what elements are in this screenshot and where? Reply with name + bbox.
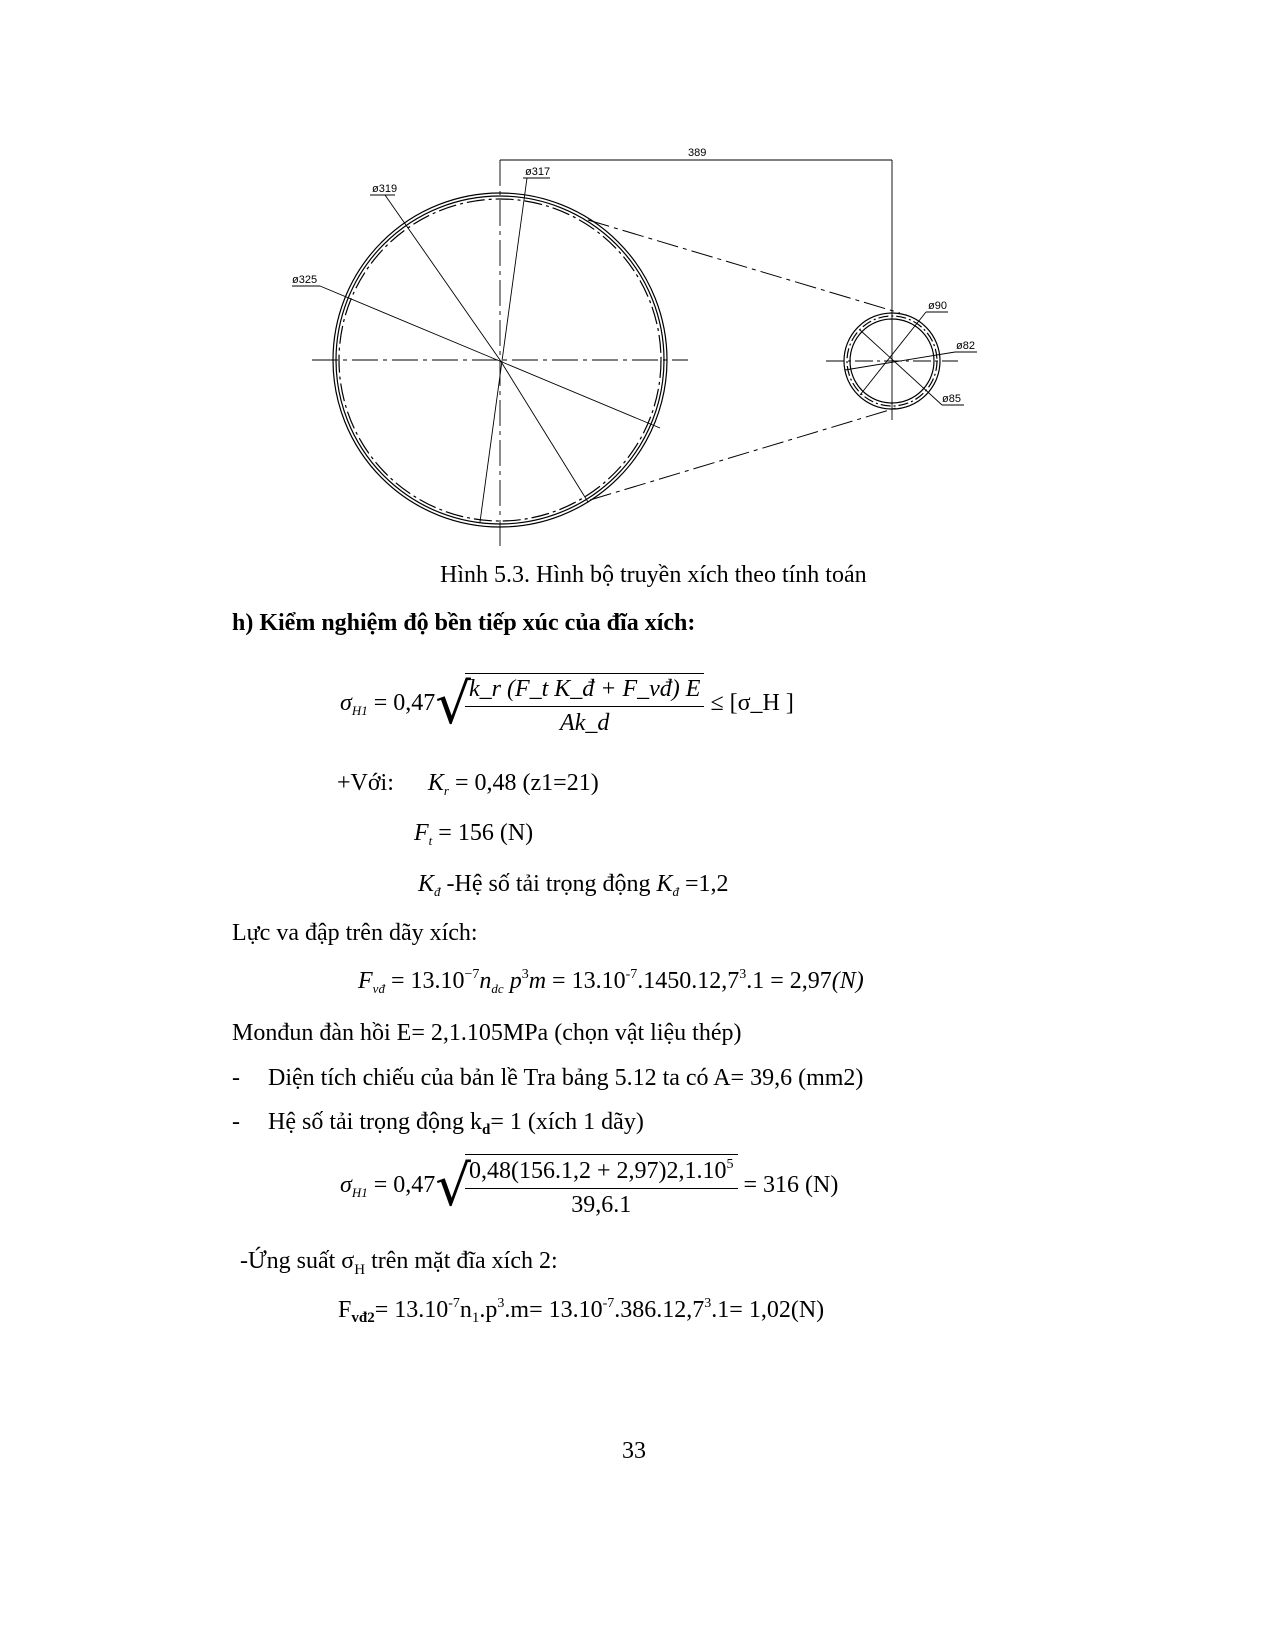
bullet-area [232, 1065, 240, 1092]
stress2-sub: H [354, 1262, 366, 1278]
chain-lower-strand [590, 408, 896, 500]
dim-d319: ø319 [372, 183, 398, 195]
f2-num-exp: 5 [726, 1157, 734, 1172]
kr-value: = 0,48 (z1=21) [448, 770, 599, 796]
leader-d319 [385, 195, 500, 360]
f1-eq: = 0,47 [367, 690, 436, 717]
kd-sub: đ [434, 884, 441, 899]
stress2-line [240, 1248, 558, 1279]
formula-contact-stress [340, 672, 794, 737]
kd-text-b: = 1 (xích 1 dãy) [490, 1109, 644, 1135]
figure-caption: Hình 5.3. Hình bộ truyền xích theo tính toán [440, 562, 867, 588]
f3-e-exp: -7 [602, 1296, 615, 1311]
f2-denominator: 39,6.1 [571, 1192, 632, 1218]
kr-sub: r [443, 783, 449, 798]
section-heading [232, 610, 695, 637]
with-label: +Với: [337, 770, 394, 796]
leader-d90 [860, 312, 926, 395]
dim-389: 389 [688, 147, 707, 159]
bullet-dash-1: - [232, 1065, 240, 1091]
f1-rhs: ≤ [σ_H ] [710, 690, 794, 717]
param-ft-line [414, 820, 533, 849]
param-kr-line [337, 770, 599, 799]
imp-n-sub: dc [491, 981, 504, 996]
f3-f-exp: 3 [704, 1296, 712, 1311]
imp-exp1: −7 [464, 967, 480, 982]
imp-m: m [528, 968, 547, 994]
dim-d90: ø90 [928, 300, 947, 312]
f2-radical-sign: √ [435, 1154, 471, 1219]
f3-a: F [338, 1297, 352, 1323]
f3-d-exp: 3 [497, 1296, 505, 1311]
kd-symbol: K [418, 871, 435, 897]
ft-value: = 156 (N) [432, 820, 534, 846]
ft-sub: t [428, 833, 433, 848]
formula-impact-force-2 [338, 1296, 824, 1327]
f3-f: .386.12,7 [614, 1297, 705, 1323]
stress2-b: trên mặt đĩa xích 2: [365, 1248, 558, 1274]
f3-e: .m= 13.10 [504, 1297, 603, 1323]
dim-d325: ø325 [292, 274, 318, 286]
imp-tail: .1 = 2,97 [746, 968, 832, 994]
bullet-area-text: Diện tích chiếu của bản lề Tra bảng 5.12 ta có A= 39,6 (mm2) [268, 1065, 864, 1091]
leader-inner-ray [500, 360, 588, 502]
f2-lhs: σ [340, 1172, 352, 1199]
stress2-a: -Ứng suất σ [240, 1248, 355, 1274]
f3-g: .1= 1,02(N) [711, 1297, 825, 1323]
imp-p: p [503, 968, 522, 994]
kd-sub-2: đ [672, 884, 679, 899]
formula-impact-force [358, 967, 864, 997]
imp-unit: (N) [831, 968, 864, 994]
f2-rhs: = 316 (N) [737, 1172, 839, 1199]
imp-exp2: -7 [625, 967, 638, 982]
kd-value: =1,2 [679, 871, 729, 897]
f2-lhs-sub: H1 [351, 1185, 368, 1201]
bullet-kd-text [268, 1109, 644, 1139]
kd-text-sub: d [481, 1122, 491, 1138]
dim-d82: ø82 [956, 340, 975, 352]
bullet-dash-2: - [232, 1109, 240, 1135]
f1-fraction [465, 676, 704, 737]
f3-b: = 13.10 [374, 1297, 449, 1323]
imp-lhs: F [358, 968, 373, 994]
f3-c: n [459, 1297, 472, 1323]
f1-radical-body [465, 673, 704, 737]
f1-numerator: k_r (F_t K_đ + F_vđ) E [468, 675, 701, 702]
f1-radical-sign: √ [435, 672, 471, 737]
ft-symbol: F [414, 820, 429, 846]
formula-contact-stress-computed [340, 1154, 838, 1219]
imp-exp3: 3 [739, 967, 747, 982]
f3-b-exp: -7 [448, 1296, 460, 1311]
param-kd-line [418, 871, 729, 900]
leader-d325 [320, 286, 660, 428]
f3-d: .p [479, 1297, 498, 1323]
modulus-line: Monđun đàn hồi E= 2,1.105MPa (chọn vật liệu thép) [232, 1020, 742, 1046]
imp-lhs-sub: vđ [372, 981, 385, 996]
f3-c-sub: 1 [471, 1310, 480, 1326]
page-number: 33 [622, 1438, 646, 1464]
imp-n: n [479, 968, 492, 994]
kd-desc: -Hệ số tải trọng động [440, 871, 657, 897]
leader-d317 [480, 178, 527, 522]
kd-symbol-2: K [656, 871, 673, 897]
f2-fraction-bar [465, 1188, 738, 1189]
impact-label: Lực va đập trên dãy xích: [232, 920, 478, 946]
imp-mid: .1450.12,7 [637, 968, 740, 994]
f2-num-text: 0,48(156.1,2 + 2,97)2,1.10 [468, 1158, 727, 1184]
f1-lhs-sub: H1 [351, 703, 368, 719]
chain-drive-drawing [0, 0, 1275, 580]
heading-text: h) Kiểm nghiệm độ bền tiếp xúc của đĩa xích: [232, 610, 696, 636]
f2-numerator [465, 1157, 738, 1185]
dim-d317: ø317 [525, 166, 551, 178]
imp-p-exp: 3 [521, 967, 529, 982]
f2-radical-body [465, 1154, 738, 1219]
f1-denominator: Ak_d [560, 709, 610, 736]
imp-eq2: = 13.10 [546, 968, 626, 994]
bullet-kd [232, 1109, 240, 1136]
f2-eq: = 0,47 [367, 1172, 436, 1199]
dim-d85: ø85 [942, 393, 961, 405]
f3-a-sub: vđ2 [351, 1310, 375, 1326]
kr-symbol: K [427, 770, 444, 796]
kd-text-a: Hệ số tải trọng động k [268, 1109, 482, 1135]
f1-lhs: σ [340, 690, 352, 717]
imp-eq1: = 13.10 [384, 968, 465, 994]
f2-fraction [465, 1157, 738, 1219]
f1-fraction-bar [465, 706, 704, 707]
